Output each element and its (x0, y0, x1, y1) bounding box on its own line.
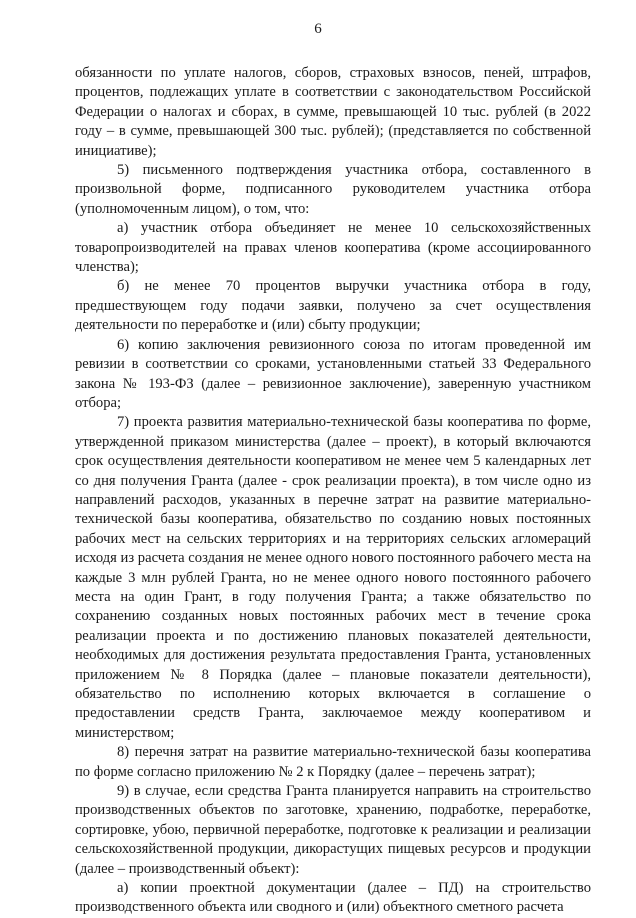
page-number: 6 (314, 21, 322, 37)
paragraph-item-5b: б) не менее 70 процентов выручки участника отбора в году, предшествующем году подачи заявки, получено за счет осуществления деятельности по переработке и (или) сбыту продукции; (75, 278, 591, 334)
paragraph-item-5a: а) участник отбора объединяет не менее 10 сельскохозяйственных товаропроизводителей на правах членов кооператива (кроме ассоциированного членства); (75, 220, 591, 276)
paragraph-item-8: 8) перечня затрат на развитие материально-технической базы кооператива по форме согласно приложению № 2 к Порядку (далее – перечень затрат); (75, 744, 591, 780)
paragraph-item-7: 7) проекта развития материально-технической базы кооператива по форме, утвержденной приказом министерства (далее – проект), в который включаются срок осуществления деятельности кооперативом не менее чем 5 календарных лет со дня получения Гранта (далее - срок реализации проекта), в том числе одно из направлений расходов, указанных в перечне затрат на развитие материально-технической базы кооператива, обязательство по созданию новых постоянных рабочих мест на сельских территориях и на территориях сельских агломераций исходя из расчета создания не менее одного нового постоянного рабочего места на каждые 3 млн рублей Гранта, но не менее одного нового постоянного рабочего места на один Грант, в году получения Гранта; а также обязательство по сохранению созданных новых постоянных рабочих мест в течение срока реализации проекта и по достижению плановых показателей деятельности, необходимых для достижения результата предоставления Гранта, установленных приложением № 8 Порядка (далее – плановые показатели деятельности), обязательство по исполнению которых включается в соглашение о предоставлении средств Гранта, заключаемое между кооперативом и министерством; (75, 414, 591, 741)
document-body (75, 64, 591, 918)
paragraph-item-9a: а) копии проектной документации (далее – ПД) на строительство производственного объекта или сводного и (или) объектного сметного расчета (75, 880, 591, 916)
paragraph-item-5: 5) письменного подтверждения участника отбора, составленного в произвольной форме, подписанного руководителем участника отбора (уполномоченным лицом), о том, что: (75, 162, 591, 217)
paragraph-item-6: 6) копию заключения ревизионного союза по итогам проведенной им ревизии в соответствии со сроками, установленными статьей 33 Федерального закона № 193-ФЗ (далее – ревизионное заключение), заверенную участником отбора; (75, 336, 591, 411)
paragraph-continuation: обязанности по уплате налогов, сборов, страховых взносов, пеней, штрафов, процентов, подлежащих уплате в соответствии с законодательством Российской Федерации о налогах и сборах, в сумме, превышающей 10 тыс. рублей (в 2022 году – в сумме, превышающей 300 тыс. рублей); (представляется по собственной инициативе); (75, 65, 591, 159)
paragraph-item-9: 9) в случае, если средства Гранта планируется направить на строительство производственных объектов по заготовке, хранению, подработке, переработке, сортировке, убою, первичной переработке, подготовке к реализации и реализации сельскохозяйственной продукции, дикорастущих пищевых ресурсов и продукции (далее – производственный объект): (75, 783, 591, 877)
